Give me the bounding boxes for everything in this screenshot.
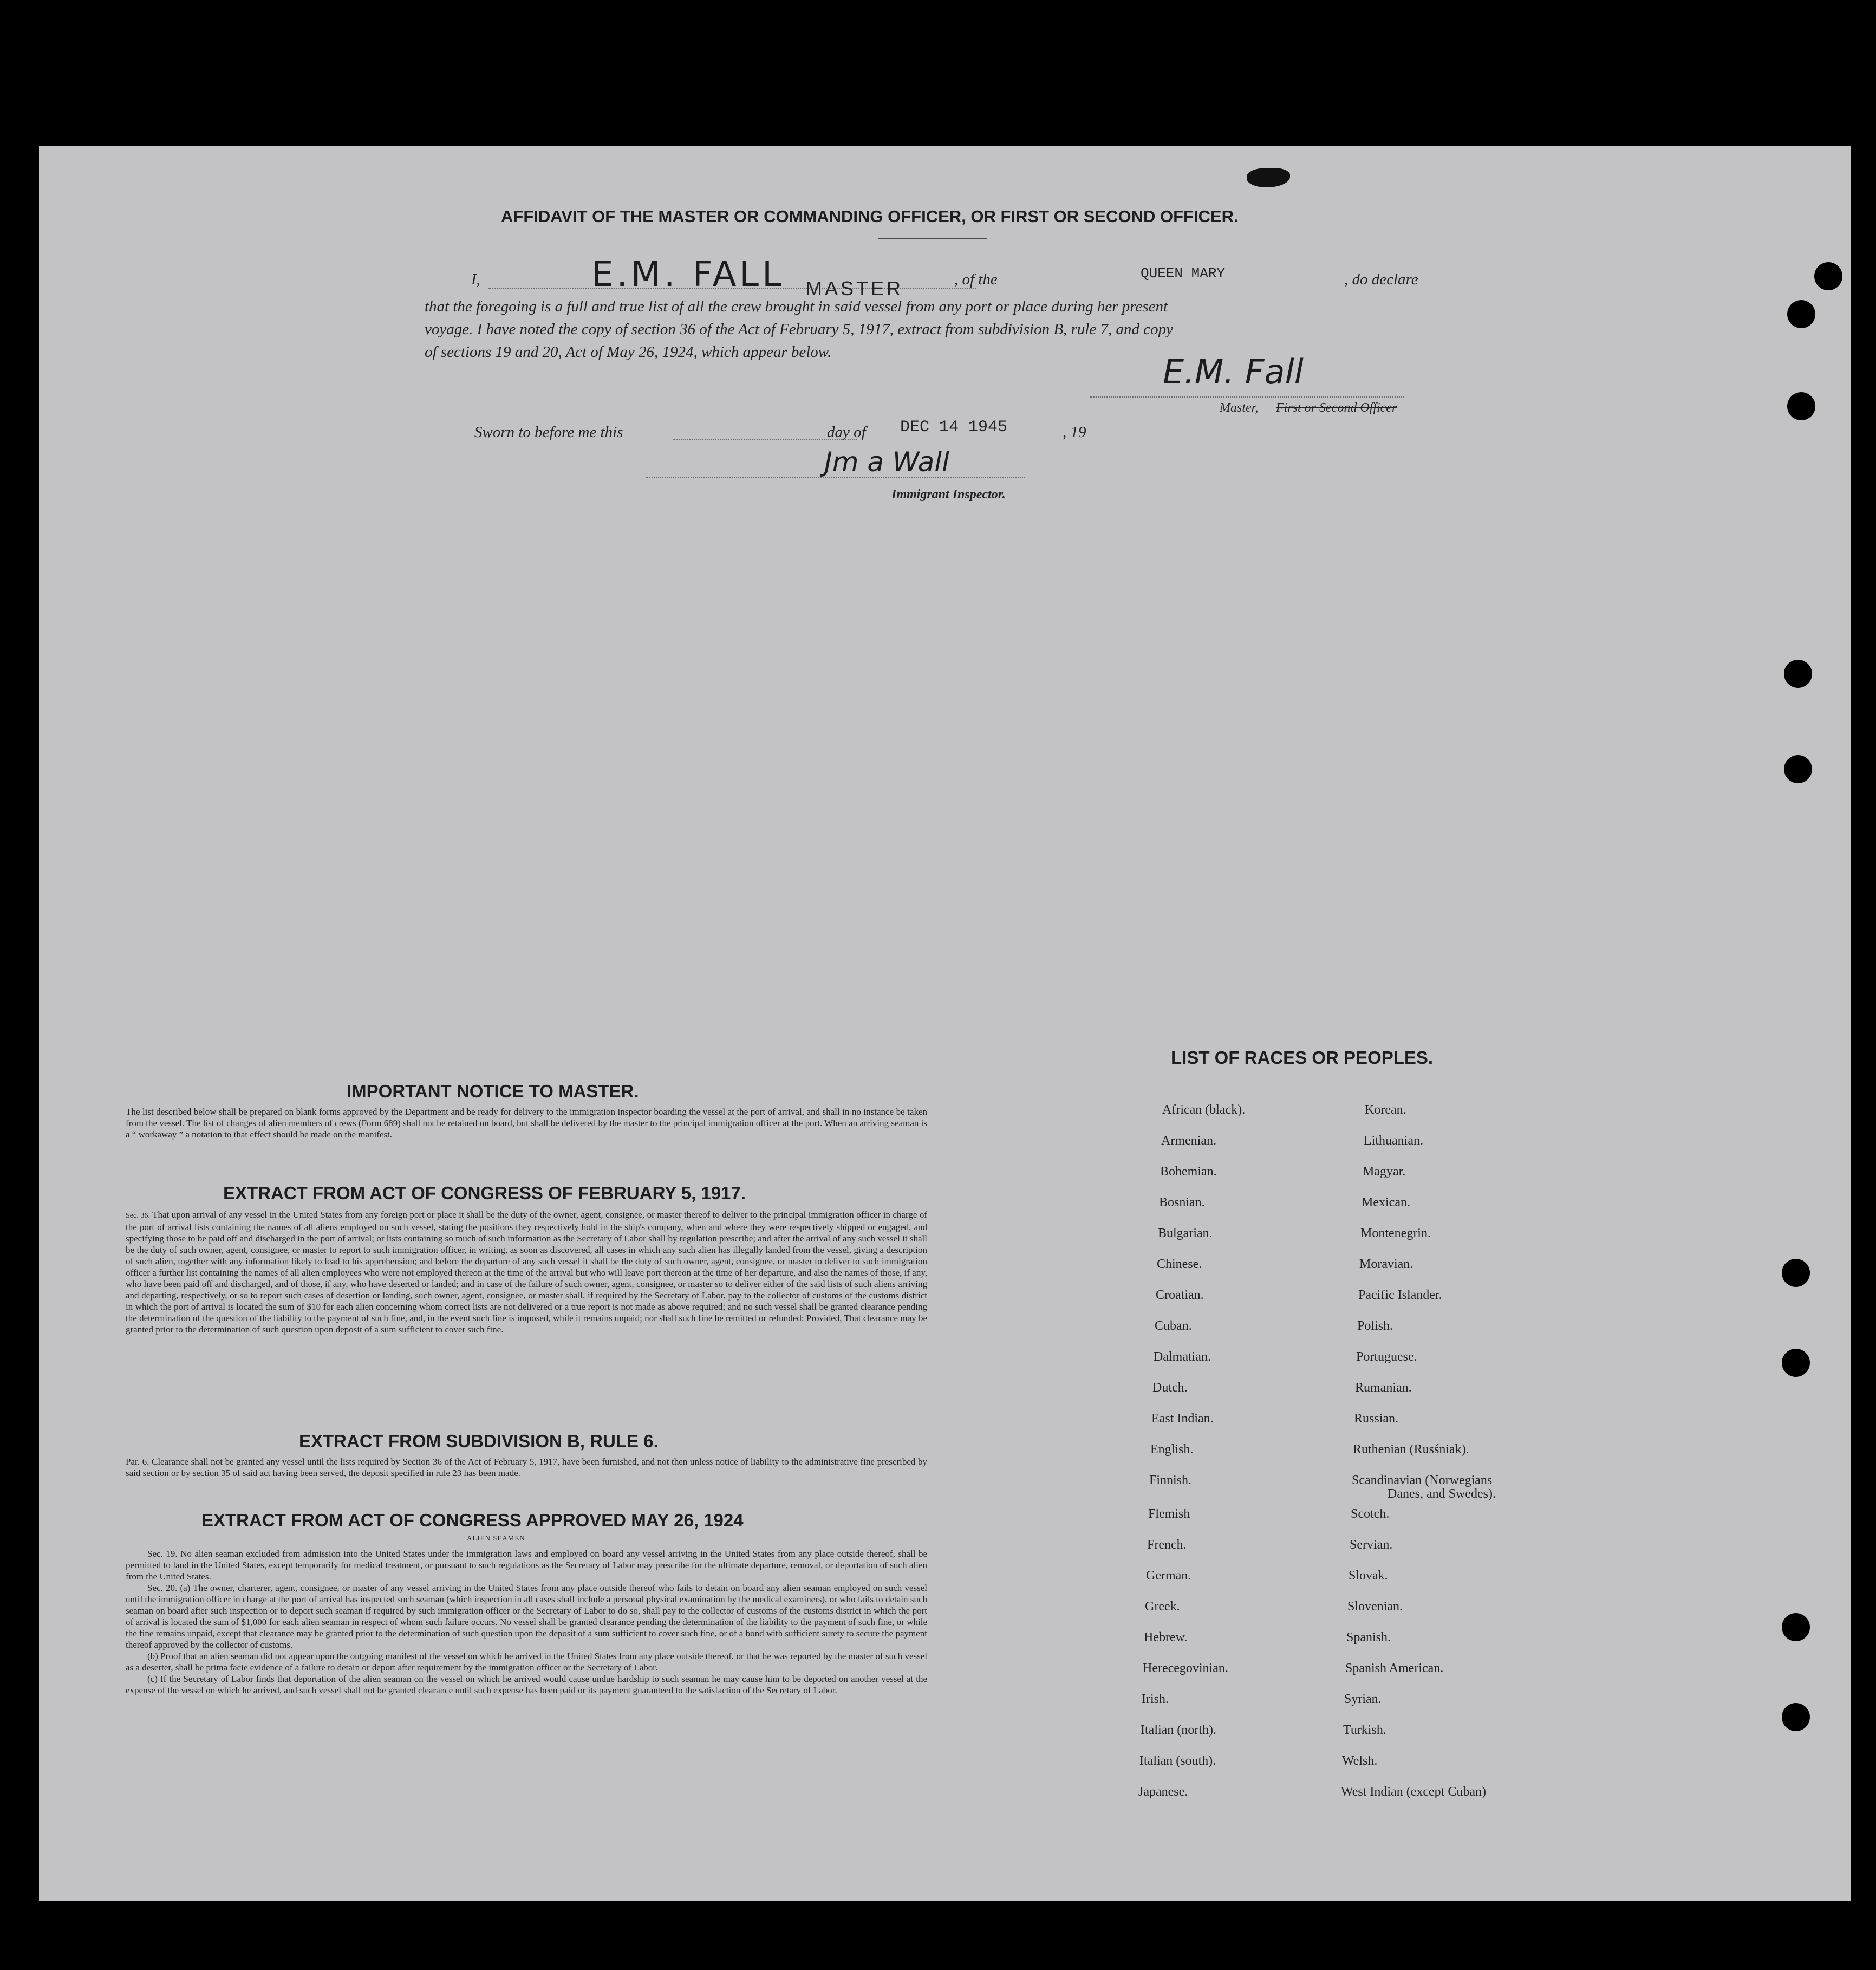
race-right-item: Slovenian. [1347, 1600, 1403, 1614]
day-of-label: day of [827, 424, 866, 441]
race-left-item: Chinese. [1157, 1257, 1202, 1271]
race-right-item: Welsh. [1342, 1754, 1378, 1768]
affidavit-line-2: voyage. I have noted the copy of section 36 of the Act of February 5, 1917, extract from subdivision B, rule 7, and copy [425, 321, 1174, 338]
race-right-item: Syrian. [1344, 1692, 1382, 1706]
inspector-line [646, 477, 1025, 478]
inspector-label: Immigrant Inspector. [891, 487, 1006, 502]
subdivision-body: Clearance shall not be granted any vessel until the lists required by Section 36 of the Act of February 5, 1917, have been furnished, and not then unless notice of liability to the administrative fine prescribed by said section or by section 35 of said act having been served, the deposit specified in rule 23 has been made. [126, 1457, 928, 1478]
race-left-item: Bohemian. [1160, 1165, 1217, 1179]
race-right-item: Spanish American. [1345, 1661, 1444, 1675]
of-the-label: , of the [954, 271, 998, 288]
race-right-item: Servian. [1350, 1538, 1393, 1552]
race-left-item: Greek. [1145, 1600, 1180, 1614]
vessel-name: QUEEN MARY [1141, 265, 1226, 282]
subdivision-text [126, 1456, 927, 1479]
extract-1917-sec-label: Sec. 36. [126, 1212, 150, 1220]
race-right-item: Danes, and Swedes). [1388, 1487, 1496, 1501]
sec-20c-text: (c) If the Secretary of Labor finds that deportation of the alien seaman on the vessel on which he arrived would cause undue hardship to such seaman he may cause him to be deported on another vessel at the expense of the vessel on which he arrived, and such vessel shall not be granted clearance until such expense has been paid or its payment guaranteed to the satisfaction of the Secretary of Labor. [126, 1674, 927, 1695]
race-left-item: Croatian. [1156, 1288, 1204, 1302]
binder-hole [1782, 1613, 1810, 1641]
race-left-item: Bulgarian. [1158, 1226, 1213, 1240]
ink-blot [1247, 168, 1290, 187]
inspector-signature: Jm a Wall [824, 446, 950, 478]
date-stamp: DEC 14 1945 [900, 418, 1008, 437]
race-right-item: Pacific Islander. [1358, 1288, 1442, 1302]
race-right-item: Slovak. [1349, 1569, 1388, 1583]
binder-hole [1787, 300, 1815, 328]
race-left-item: Italian (north). [1141, 1723, 1216, 1737]
race-left-item: Armenian. [1161, 1134, 1216, 1148]
race-right-item: Lithuanian. [1364, 1134, 1423, 1148]
race-left-item: East Indian. [1151, 1412, 1214, 1426]
race-right-item: Magyar. [1363, 1165, 1406, 1179]
race-right-item: Russian. [1354, 1412, 1399, 1426]
extract-1917-title: EXTRACT FROM ACT OF CONGRESS OF FEBRUARY 5, 1917. [223, 1183, 746, 1203]
subdivision-par-label: Par. 6. [126, 1457, 149, 1467]
races-title: LIST OF RACES OR PEOPLES. [1171, 1048, 1434, 1068]
race-right-item: Korean. [1365, 1103, 1406, 1117]
officer-struck-label: First or Second Officer [1276, 401, 1397, 415]
sec-19-text: Sec. 19. No alien seaman excluded from admission into the United States under the immigration laws and employed on board any vessel arriving in the United States from any place outside thereof, shall be permitted to land in the United States, except temporarily for medical treatment, or pursuant to such regulations as the Secretary of Labor may prescribe for the ultimate departure, removal, or deportation of such alien from the United States. [126, 1549, 927, 1582]
race-left-item: Dutch. [1152, 1381, 1188, 1395]
race-right-item: Ruthenian (Rusśniak). [1353, 1442, 1469, 1457]
signature-line [1090, 396, 1404, 398]
race-left-item: African (black). [1162, 1103, 1246, 1117]
sworn-label: Sworn to before me this [474, 424, 623, 441]
binder-hole [1784, 755, 1812, 783]
binder-hole [1782, 1259, 1810, 1287]
title-divider [878, 238, 987, 239]
race-right-item: Turkish. [1343, 1723, 1386, 1737]
race-right-item: Spanish. [1346, 1630, 1391, 1644]
race-left-item: Herecegovinian. [1143, 1661, 1228, 1675]
i-label: I, [471, 271, 480, 288]
master-label: Master, [1220, 401, 1259, 415]
do-declare-label: , do declare [1344, 271, 1418, 288]
race-right-item: Moravian. [1359, 1257, 1413, 1271]
binder-hole [1782, 1349, 1810, 1377]
race-left-item: English. [1150, 1442, 1194, 1457]
race-left-item: Dalmatian. [1154, 1350, 1211, 1364]
master-signature: E.M. Fall [1163, 352, 1304, 392]
notice-text: The list described below shall be prepared on blank forms approved by the Department and be ready for delivery to the immigration inspector boarding the vessel at the port of arrival, and shall in no instance be taken from the vessel. The list of changes of alien members of crews (Form 689) shall not be retained on board, but shall be delivered by the master to the principal immigration officer at the port. When an arriving seaman is a “ workaway ” a notation to that effect should be made on the manifest. [126, 1107, 927, 1140]
extract-1924-title: EXTRACT FROM ACT OF CONGRESS APPROVED MAY 26, 1924 [201, 1510, 744, 1530]
rank-stamp: MASTER [806, 277, 904, 300]
race-left-item: Cuban. [1155, 1319, 1192, 1333]
sec-20b-text: (b) Proof that an alien seaman did not appear upon the outgoing manifest of the vessel on which he arrived in the United States from any place outside thereof, or that he was reported by the master of such vessel as a deserter, shall be prima facie evidence of a failure to detain or deport after requirement by the immigration officer or the Secretary of Labor. [126, 1651, 927, 1673]
binder-hole [1814, 262, 1842, 290]
sec-20a-text: Sec. 20. (a) The owner, charterer, agent, consignee, or master of any vessel arriving in the United States from any place outside thereof who fails to detain on board any alien seaman employed on such vessel until the immigration officer in charge at the port of arrival has inspected such seaman (which inspection in all cases shall include a personal physical examination by the medical examiners), or who fails to detain such seaman on board after such inspection or to deport such seaman if required by such immigration officer or the Secretary of Labor to do so, shall pay to the collector of customs of the customs district in which the port of arrival is located the sum of $1,000 for each alien seaman in respect of whom such failure occurs. No vessel shall be granted clearance pending the determination of the liability to the payment of such fine, or while the fine remains unpaid, except that clearance may be granted prior to the determination of such question upon the deposit of a sum sufficient to cover such fine, or of a bond with sufficient surety to secure the payment thereof approved by the collector of customs. [126, 1583, 927, 1650]
affidavit-line-1: that the foregoing is a full and true list of all the crew brought in said vessel from any port or place during her present [425, 298, 1168, 315]
year-label: , 19 [1063, 424, 1086, 441]
race-left-item: Italian (south). [1139, 1754, 1216, 1768]
notice-title: IMPORTANT NOTICE TO MASTER. [347, 1081, 639, 1101]
race-left-item: German. [1146, 1569, 1191, 1583]
race-left-item: Finnish. [1149, 1473, 1192, 1487]
document-page [39, 146, 1851, 1901]
race-left-item: Irish. [1142, 1692, 1169, 1706]
race-right-item: Rumanian. [1355, 1381, 1412, 1395]
race-right-item: Scandinavian (Norwegians [1352, 1473, 1493, 1487]
race-right-item: Mexican. [1362, 1195, 1410, 1210]
race-right-item: West Indian (except Cuban) [1341, 1785, 1486, 1799]
extract-1917-body: That upon arrival of any vessel in the United States from any foreign port or place it shall be the duty of the owner, agent, consignee, or master thereof to deliver to the principal immigration officer in charge of the port of arrival lists containing the names of all aliens employed on such vessel, stating the positions they respectively hold in the ship's company, when and where they were respectively shipped or engaged, and specifying those to be paid off and discharged in the port of arrival; or lists containing so much of such information as the Secretary of Labor shall by regulation prescribe; and after the arrival of any such vessel it shall be the duty of such owner, agent, consignee, or master to report to such immigration officer, in writing, as soon as discovered, all cases in which any such alien has illegally landed from the vessel, giving a description of such alien, together with any information likely to lead to his apprehension; and before the departure of any such vessel it shall be the duty of such owner, agent, consignee, or master to deliver to such immigration officer a further list containing the names of all alien employees who were not employed thereon at the time of the arrival but who will leave port thereon at the time of her departure, and also the names of those, if any, who have been paid off and discharged, and of those, if any, who have deserted or landed; and in case of the failure of such owner, agent, consignee, or master so to deliver either of the said lists of such aliens arriving and departing, respectively, or so to report such cases of desertion or landing, such owner, agent, consignee, or master shall, if required by the Secretary of Labor, pay to the collector of customs of the customs district in which the port of arrival is located the sum of $10 for each alien concerning whom correct lists are not delivered or a true report is not made as above required; and no such vessel shall be granted clearance pending the determination of the question of the liability to the payment of such fine, and, in the event such fine is imposed, while it remains unpaid; nor shall such fine be remitted or refunded: Provided, That clearance may be granted prior to the determination of such question upon deposit of a sum sufficient to cover such fine. [126, 1210, 928, 1335]
extract-1924-text [126, 1548, 927, 1696]
extract-1917-text [126, 1209, 927, 1335]
race-right-item: Portuguese. [1356, 1350, 1417, 1364]
race-left-item: French. [1147, 1538, 1187, 1552]
master-name-handwriting: E.M. FALL [591, 255, 785, 295]
affidavit-line-3: of sections 19 and 20, Act of May 26, 1924, which appear below. [425, 343, 832, 361]
race-left-item: Japanese. [1138, 1785, 1188, 1799]
subdivision-title: EXTRACT FROM SUBDIVISION B, RULE 6. [299, 1431, 659, 1451]
race-right-item: Scotch. [1351, 1507, 1390, 1521]
race-right-item: Montenegrin. [1360, 1226, 1431, 1240]
race-left-item: Hebrew. [1144, 1630, 1188, 1644]
binder-hole [1782, 1703, 1810, 1731]
binder-hole [1784, 660, 1812, 688]
race-left-item: Bosnian. [1159, 1195, 1205, 1210]
race-right-item: Polish. [1357, 1319, 1393, 1333]
race-left-item: Flemish [1148, 1507, 1190, 1521]
binder-hole [1787, 392, 1815, 420]
affidavit-title: AFFIDAVIT OF THE MASTER OR COMMANDING OFFICER, OR FIRST OR SECOND OFFICER. [501, 207, 1239, 226]
alien-seamen-subtitle: ALIEN SEAMEN [467, 1534, 525, 1542]
